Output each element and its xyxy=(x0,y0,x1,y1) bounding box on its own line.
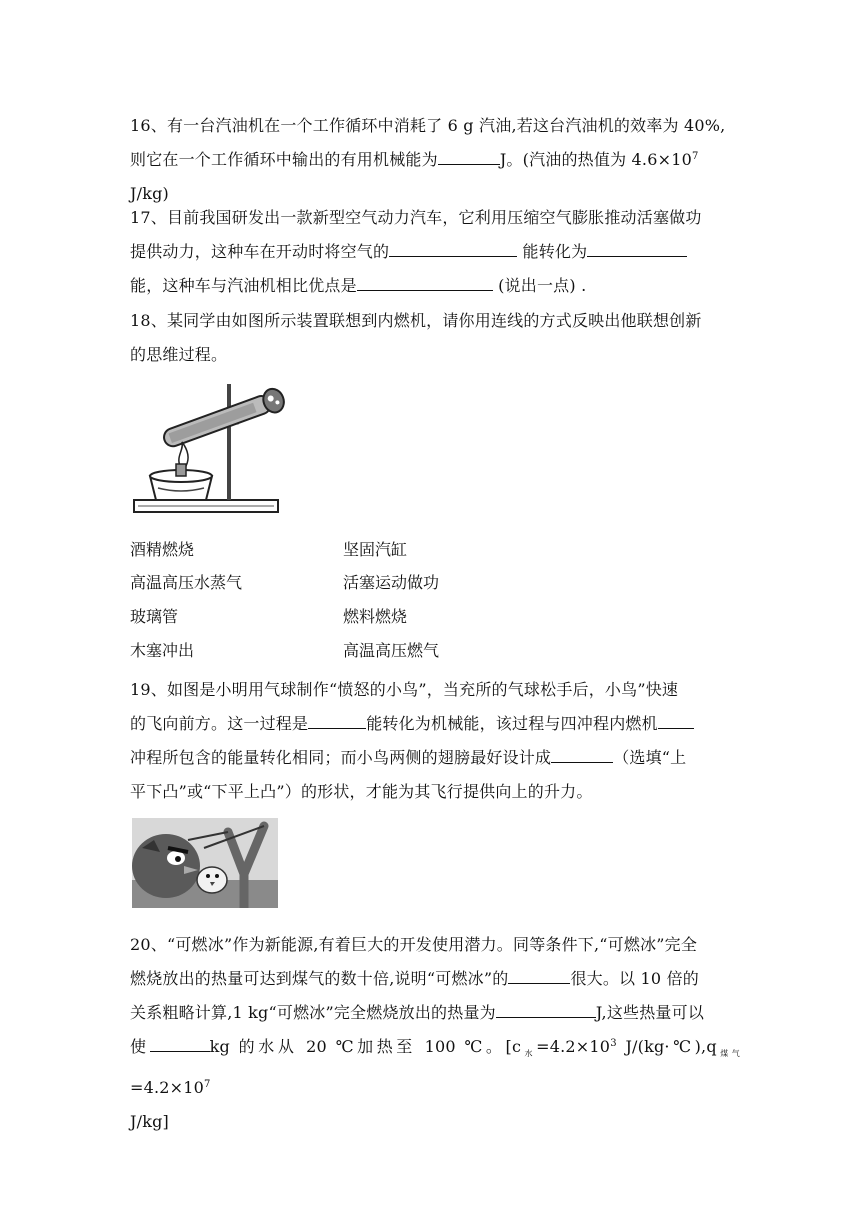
stand-pole xyxy=(227,384,231,500)
q16-exponent: 7 xyxy=(691,151,699,162)
q16-text-2: J。(汽油的热值为 4.6×10 xyxy=(499,150,692,169)
q20-text-7: =4.2×10 xyxy=(536,1037,611,1056)
q18-line-1: 18、某同学由如图所示装置联想到内燃机，请你用连线的方式反映出他联想创新 xyxy=(130,311,702,330)
test-tube xyxy=(160,386,287,452)
q20-text-4: J,这些热量可以 xyxy=(595,1003,705,1022)
q20-blank-3[interactable] xyxy=(150,1033,210,1052)
q16-line-2 xyxy=(130,143,740,177)
q20-exponent-1: 3 xyxy=(610,1038,617,1049)
q19-blank-3[interactable] xyxy=(551,744,613,763)
q20-text-2: 很大。以 10 倍的 xyxy=(570,969,699,988)
q19-text-4: （选填“上 xyxy=(613,748,687,767)
q18-left-item-4[interactable]: 木塞冲出 xyxy=(130,641,195,660)
question-19 xyxy=(130,673,740,809)
apparatus-figure xyxy=(128,376,298,521)
q17-line-3 xyxy=(130,269,740,303)
q17-blank-1[interactable] xyxy=(389,238,517,257)
q20-subscript-water: 水 xyxy=(521,1049,537,1059)
q18-left-item-2[interactable]: 高温高压水蒸气 xyxy=(130,573,243,592)
q17-text-2: 能转化为 xyxy=(522,242,588,261)
q19-text: 的飞向前方。这一过程是 xyxy=(130,714,309,733)
angry-bird-figure xyxy=(132,818,278,908)
q17-line-2 xyxy=(130,235,740,269)
q20-line-2 xyxy=(130,962,740,996)
q20-text: 燃烧放出的热量可达到煤气的数十倍,说明“可燃冰”的 xyxy=(130,969,509,988)
q20-subscript-gas: 煤气 xyxy=(716,1049,741,1059)
q18-right-item-2[interactable]: 活塞运动做功 xyxy=(343,573,440,592)
q17-blank-3[interactable] xyxy=(357,272,493,291)
q20-line-1: 20、“可燃冰”作为新能源,有着巨大的开发使用潜力。同等条件下,“可燃冰”完全 xyxy=(130,935,698,954)
small-bird xyxy=(197,867,227,893)
q20-exponent-2: 7 xyxy=(204,1079,211,1091)
q17-blank-2[interactable] xyxy=(587,238,687,257)
q20-blank-1[interactable] xyxy=(508,965,570,984)
q20-text-3: 关系粗略计算,1 kg“可燃冰”完全燃烧放出的热量为 xyxy=(130,1003,496,1022)
q20-line-3 xyxy=(130,996,740,1030)
question-16 xyxy=(130,109,740,211)
q19-text-2: 能转化为机械能，该过程与四冲程内燃机 xyxy=(366,714,658,733)
q19-line-4: 平下凸”或“下平上凸”）的形状，才能为其飞行提供向上的升力。 xyxy=(130,782,593,801)
q16-line-3: J/kg) xyxy=(130,184,169,203)
q16-text: 则它在一个工作循环中输出的有用机械能为 xyxy=(130,150,438,169)
q19-text-3: 冲程所包含的能量转化相同；而小鸟两侧的翅膀最好设计成 xyxy=(130,748,552,767)
q20-line-5: J/kg] xyxy=(130,1112,169,1132)
q17-text-4: (说出一点) . xyxy=(498,276,587,295)
q17-text: 提供动力，这种车在开动时将空气的 xyxy=(130,242,390,261)
q16-answer-blank[interactable] xyxy=(438,146,500,165)
q19-blank-2[interactable] xyxy=(658,710,694,729)
q19-line-1: 19、如图是小明用气球制作“愤怒的小鸟”，当充所的气球松手后，小鸟”快速 xyxy=(130,680,679,699)
q17-line-1: 17、目前我国研发出一款新型空气动力汽车，它利用压缩空气膨胀推动活塞做功 xyxy=(130,208,702,227)
q20-line-4 xyxy=(130,1030,740,1105)
flame xyxy=(179,442,188,466)
q20-blank-2[interactable] xyxy=(496,999,596,1018)
q19-line-2 xyxy=(130,707,740,741)
q18-right-item-3[interactable]: 燃料燃烧 xyxy=(343,607,408,626)
q20-text-6: kg 的水从 20 ℃加热至 100 ℃。[c xyxy=(209,1037,522,1056)
q18-left-item-3[interactable]: 玻璃管 xyxy=(130,607,179,626)
q20-text-8: J/(kg·℃),q xyxy=(616,1037,717,1056)
q19-blank-1[interactable] xyxy=(308,710,366,729)
q17-text-3: 能，这种车与汽油机相比优点是 xyxy=(130,276,357,295)
q20-text-9: =4.2×10 xyxy=(130,1078,205,1098)
question-20 xyxy=(130,928,740,1139)
q18-line-2: 的思维过程。 xyxy=(130,345,228,364)
q18-left-item-1[interactable]: 酒精燃烧 xyxy=(130,540,195,559)
q20-text-5: 使 xyxy=(130,1037,150,1056)
balloon-bird xyxy=(132,834,200,898)
q18-right-item-1[interactable]: 坚固汽缸 xyxy=(343,540,408,559)
q19-line-3 xyxy=(130,741,740,775)
q16-line-1: 16、有一台汽油机在一个工作循环中消耗了 6 g 汽油,若这台汽油机的效率为 40%, xyxy=(130,116,726,135)
q18-right-item-4[interactable]: 高温高压燃气 xyxy=(343,641,440,660)
question-17 xyxy=(130,201,740,303)
question-18 xyxy=(130,304,740,372)
